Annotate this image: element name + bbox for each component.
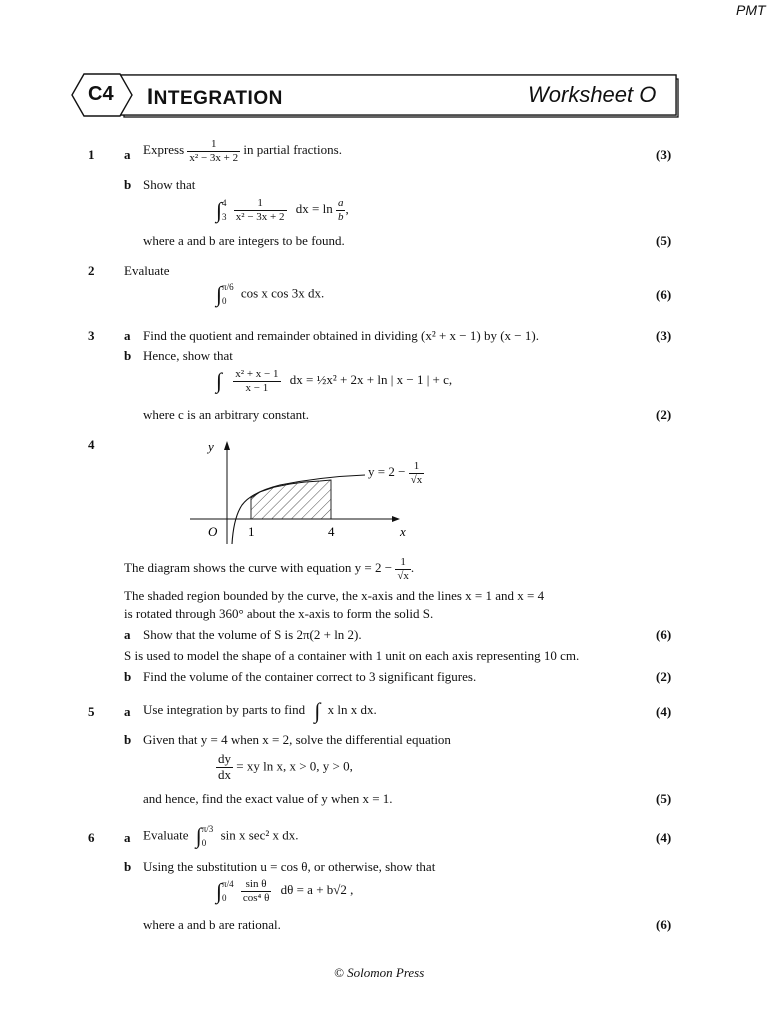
q6b-text: Using the substitution u = cos θ, or otherwise, show that bbox=[143, 859, 436, 874]
footer-copyright: © Solomon Press bbox=[334, 965, 425, 980]
graph-y-label: y bbox=[208, 439, 214, 454]
q4b-text: Find the volume of the container correct to 3 significant figures. bbox=[143, 669, 477, 684]
q3b-integral: ∫ $\frac{\text{x² + x − 1}}{x - 1}$ dx = ½x² + 2x + ln | x − 1 | + c, bbox=[216, 368, 453, 394]
q5-number: 5 bbox=[88, 704, 95, 719]
q3-part-a: a bbox=[124, 328, 131, 343]
q1-part-a: a bbox=[124, 147, 131, 162]
q2-integral: ∫ π/6 0 cos x cos 3x dx. bbox=[216, 281, 325, 307]
q1-number: 1 bbox=[88, 147, 95, 162]
shaded-region bbox=[251, 480, 331, 519]
worksheet-header bbox=[70, 72, 675, 116]
q2-mark: (6) bbox=[656, 287, 672, 302]
q4-shaded-2: is rotated through 360° about the x-axis to form the solid S. bbox=[124, 606, 434, 621]
q5b-mark: (5) bbox=[656, 791, 672, 806]
q5-part-b: b bbox=[124, 732, 132, 747]
q3-number: 3 bbox=[88, 328, 95, 343]
q4a-mark: (6) bbox=[656, 627, 672, 642]
corner-label: PMT bbox=[736, 2, 766, 18]
q4-desc: The diagram shows the curve with equation y = 2 − $\frac{1}{√x}$ . bbox=[124, 556, 415, 582]
q3b-mark: (2) bbox=[656, 407, 672, 422]
q6b-where: where a and b are rational. bbox=[143, 917, 281, 932]
graph-x-label: x bbox=[400, 524, 406, 539]
q6-number: 6 bbox=[88, 830, 95, 845]
y-arrow bbox=[224, 441, 230, 450]
q5a-line: Use integration by parts to find ∫ x ln x dx. bbox=[143, 698, 377, 723]
q2-number: 2 bbox=[88, 263, 95, 278]
q1-part-b: b bbox=[124, 177, 132, 192]
graph-tick-1: 1 bbox=[248, 524, 255, 539]
q4-shaded-1: The shaded region bounded by the curve, the x-axis and the lines x = 1 and x = 4 bbox=[124, 588, 545, 603]
q4-part-b: b bbox=[124, 669, 132, 684]
q1b-where: where a and b are integers to be found. bbox=[143, 233, 345, 248]
q2-text: Evaluate bbox=[124, 263, 170, 278]
q5b-text: Given that y = 4 when x = 2, solve the differential equation bbox=[143, 732, 451, 747]
q4-part-a: a bbox=[124, 627, 131, 642]
q1b-integral: ∫ 4 3 $\frac{1}{\text{x² − 3x + 2}}$ dx = ln $\frac{a}{b}$ , bbox=[216, 197, 349, 223]
graph-tick-4: 4 bbox=[328, 524, 335, 539]
q1b-mark: (5) bbox=[656, 233, 672, 248]
q4-model: S is used to model the shape of a container with 1 unit on each axis representing 10 cm. bbox=[124, 648, 580, 663]
q5-part-a: a bbox=[124, 704, 131, 719]
q5a-mark: (4) bbox=[656, 704, 672, 719]
q6a-line: Evaluate ∫ π/3 0 sin x sec² x dx. bbox=[143, 823, 299, 849]
x-arrow bbox=[392, 516, 400, 522]
q6-part-a: a bbox=[124, 830, 131, 845]
q3b-text: Hence, show that bbox=[143, 348, 233, 363]
q4-curve-label: y = 2 − $\frac{1}{√x}$ bbox=[368, 460, 423, 486]
q4-number: 4 bbox=[88, 437, 95, 452]
header-worksheet: Worksheet O bbox=[528, 82, 657, 107]
q1a-line: Express $\frac{1}{\text{x² − 3x + 2}}$ in partial fractions. bbox=[143, 138, 342, 164]
q4-graph bbox=[180, 432, 440, 552]
q1b-text: Show that bbox=[143, 177, 196, 192]
q6-part-b: b bbox=[124, 859, 132, 874]
q3-part-b: b bbox=[124, 348, 132, 363]
q1a-mark: (3) bbox=[656, 147, 672, 162]
header-title: INTEGRATION bbox=[147, 84, 283, 109]
q6a-mark: (4) bbox=[656, 830, 672, 845]
header-code: C4 bbox=[88, 83, 114, 105]
graph-origin: O bbox=[208, 524, 218, 539]
q5b-hence: and hence, find the exact value of y when x = 1. bbox=[143, 791, 393, 806]
q3a-text: Find the quotient and remainder obtained in dividing (x² + x − 1) by (x − 1). bbox=[143, 328, 539, 343]
q4a-text: Show that the volume of S is 2π(2 + ln 2). bbox=[143, 627, 362, 642]
q6b-mark: (6) bbox=[656, 917, 672, 932]
q3a-mark: (3) bbox=[656, 328, 672, 343]
q3b-where: where c is an arbitrary constant. bbox=[143, 407, 310, 422]
q5b-equation: $\frac{dy}{dx}$ = xy ln x, x > 0, y > 0, bbox=[218, 751, 353, 782]
q4b-mark: (2) bbox=[656, 669, 672, 684]
q6b-integral: ∫ π/4 0 $\frac{\text{sin θ}}{\text{cos⁴ θ}}$ dθ = a + b√2 , bbox=[216, 878, 354, 904]
